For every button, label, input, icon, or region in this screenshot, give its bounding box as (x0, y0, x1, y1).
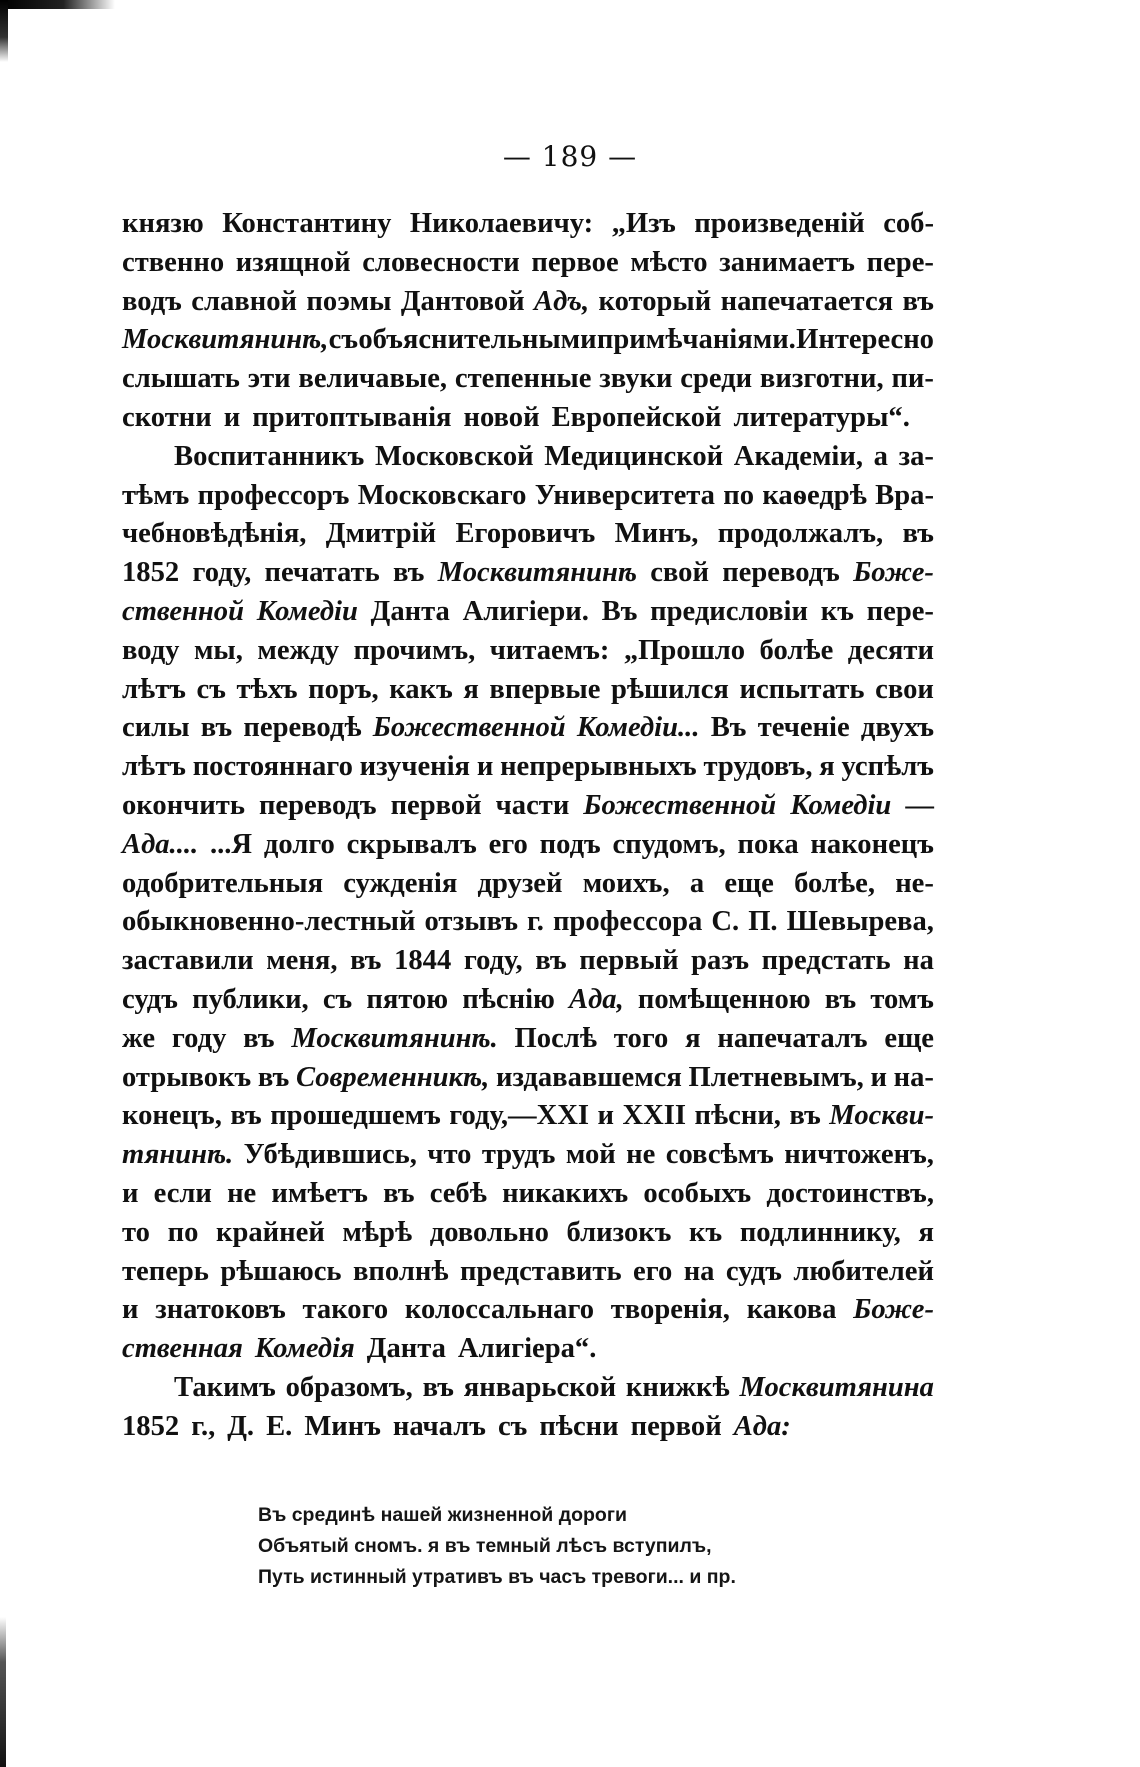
text-line (122, 477, 934, 516)
word: въ (789, 1100, 821, 1132)
text-line (122, 283, 934, 322)
word: который (598, 285, 712, 317)
word: съ (196, 673, 226, 705)
word: Такимъ (174, 1371, 276, 1403)
word: переводъ (258, 789, 377, 821)
word: въ (230, 1100, 262, 1132)
word: какъ (389, 673, 453, 705)
word: разъ (691, 945, 750, 977)
word: славной (191, 285, 297, 317)
word: Въ (601, 595, 638, 627)
word: трудъ (481, 1139, 556, 1171)
word: изученія (359, 751, 471, 783)
word: Москви- (829, 1100, 934, 1132)
body-text (122, 205, 934, 1447)
word: профессоръ (197, 479, 350, 511)
word: объяснительными (358, 324, 597, 356)
word: первое (531, 246, 619, 278)
word: Москвитянинѣ (437, 557, 637, 589)
text-line (122, 632, 934, 671)
word: первой (390, 789, 482, 821)
word: Московскаго (357, 479, 527, 511)
word: С. (711, 906, 740, 938)
word: Плетневымъ, (688, 1061, 864, 1093)
word: въ (243, 1022, 275, 1054)
word: между (257, 634, 340, 666)
word: слышать (122, 363, 240, 395)
word: звуки (599, 363, 673, 395)
word: никакихъ (502, 1177, 629, 1209)
poem-line: Въ срединѣ нашей жизненной дороги (258, 1504, 627, 1526)
word: скрывалъ (346, 828, 477, 860)
text-line (122, 399, 934, 438)
word: судъ (725, 1255, 782, 1287)
word: десяти (847, 634, 934, 666)
text-line (122, 903, 934, 942)
word: Боже- (853, 557, 934, 589)
word: Минъ (304, 1410, 381, 1442)
word: мѣсто (630, 246, 708, 278)
word: ственная (122, 1333, 243, 1365)
word: Шевырева, (786, 906, 934, 938)
poem-line: Объятый сномъ. я въ темный лѣсъ вступилъ, (258, 1535, 712, 1557)
word: обыкновенно-лестный (122, 906, 416, 938)
word: Послѣ (514, 1022, 597, 1054)
word: съ (497, 1410, 528, 1442)
word: Университета (534, 479, 715, 511)
word: Ада, (569, 983, 624, 1015)
word: изящной (235, 246, 351, 278)
word: Интересно (796, 324, 934, 356)
word: Комедіи (256, 595, 358, 627)
word: первой (630, 1410, 722, 1442)
word: литературы“. (733, 401, 910, 433)
word: и (476, 751, 494, 783)
word: особыхъ (643, 1177, 752, 1209)
text-line (122, 1136, 934, 1175)
word: 1844 (394, 945, 452, 977)
word: предстать (761, 945, 891, 977)
word: словесности (362, 246, 520, 278)
word: пѣсни (539, 1410, 619, 1442)
word: пи- (891, 363, 934, 395)
word: Константину (222, 208, 392, 239)
word: близокъ (566, 1216, 672, 1248)
word: январьской (463, 1371, 617, 1403)
word: Ада.... (122, 828, 199, 860)
text-line (122, 244, 934, 283)
text-line (122, 1214, 934, 1253)
word: съ (328, 324, 359, 356)
word: напечаталъ (717, 1022, 868, 1054)
word: меня, (266, 945, 338, 977)
word: знатоковъ (155, 1294, 286, 1326)
text-line (122, 1369, 934, 1408)
word: я (819, 751, 835, 783)
word: занимаетъ (719, 246, 855, 278)
word: Адъ, (534, 285, 590, 317)
text-line (122, 1291, 934, 1330)
word: пока (737, 828, 799, 860)
word: мы, (193, 634, 243, 666)
word: въ (393, 557, 425, 589)
word: Убѣдившись, (243, 1139, 417, 1171)
word: печатать (264, 557, 380, 589)
text-line (122, 1097, 934, 1136)
word: успѣлъ (841, 751, 934, 783)
word: водъ (122, 285, 182, 317)
word: къ (689, 1216, 723, 1248)
word: среди (680, 363, 753, 395)
word: Минъ, (614, 518, 699, 550)
word: постояннаго (192, 751, 353, 783)
word: не (227, 1177, 257, 1209)
word: воду (122, 634, 180, 666)
text-line (122, 942, 934, 981)
word: читаемъ: (489, 634, 610, 666)
word: — (905, 789, 934, 821)
word: Егоровичъ (455, 518, 596, 550)
paragraph (122, 205, 934, 438)
word: Боже- (853, 1294, 934, 1326)
text-line (122, 1175, 934, 1214)
word: если (153, 1177, 212, 1209)
word: въ (350, 945, 382, 977)
word: Въ (710, 712, 747, 744)
word: непрерывныхъ (500, 751, 697, 783)
word: книжкѣ (625, 1371, 730, 1403)
word: теперь (122, 1255, 209, 1287)
word: образомъ, (285, 1371, 413, 1403)
word: не- (895, 867, 934, 899)
word: по (723, 479, 755, 511)
word: въ (902, 285, 934, 317)
word: въ (824, 983, 857, 1015)
word: Алигіера“. (457, 1333, 597, 1365)
word: томъ (870, 983, 934, 1015)
page-number: — 189 — (502, 140, 638, 173)
word: помѣщенною (637, 983, 811, 1015)
word: тянинѣ. (122, 1139, 234, 1171)
word: части (495, 789, 570, 821)
word: какова (746, 1294, 837, 1326)
word: я (685, 1022, 701, 1054)
word: году (171, 1022, 227, 1054)
paragraph (122, 1369, 934, 1447)
text-line (122, 205, 934, 244)
word: Вра- (875, 479, 934, 511)
word: Академіи, (733, 440, 863, 472)
word: поэмы (306, 285, 392, 317)
word: Данта (370, 595, 450, 627)
word: примѣчаніями. (596, 324, 796, 356)
text-line (122, 515, 934, 554)
word: Данта (366, 1333, 446, 1365)
word: на (683, 1255, 715, 1287)
word: князю (122, 208, 204, 239)
poem-quote (258, 1500, 736, 1593)
word: издававшемся (495, 1061, 682, 1093)
word: его (488, 828, 528, 860)
word: съ (322, 983, 353, 1015)
word: ственно (122, 246, 225, 278)
word: и (122, 1294, 139, 1326)
word: началъ (392, 1410, 486, 1442)
word: и (597, 1100, 615, 1132)
text-line (122, 1059, 934, 1098)
word: году, (463, 945, 523, 977)
word: эти (247, 363, 291, 395)
word: довольно (429, 1216, 549, 1248)
word: Москвитянинѣ. (291, 1022, 498, 1054)
poem-line: Путь истинный утративъ въ часъ тревоги... и пр. (258, 1566, 736, 1588)
word: представить (459, 1255, 622, 1287)
word: каѳедрѣ (762, 479, 867, 511)
text-line (122, 748, 934, 787)
word: Современникѣ, (296, 1061, 490, 1093)
word: я (918, 1216, 934, 1248)
word: 1852 (122, 557, 180, 589)
word: отрывокъ (122, 1061, 252, 1093)
word: за- (898, 440, 934, 472)
word: г., (191, 1410, 216, 1442)
word: „Изъ (611, 208, 676, 239)
text-line (122, 554, 934, 593)
word: пѣсни, (694, 1100, 781, 1132)
word: на (903, 945, 934, 977)
word: окончить (122, 789, 245, 821)
word: степенные (454, 363, 592, 395)
word: продолжалъ, (717, 518, 884, 550)
word: сужденія (343, 867, 458, 899)
word: ...Я (209, 828, 253, 860)
word: скотни (122, 401, 212, 433)
word: мѣрѣ (342, 1216, 413, 1248)
word: пѣснію (462, 983, 555, 1015)
text-line (122, 826, 934, 865)
word: такого (302, 1294, 389, 1326)
word: визготни, (759, 363, 884, 395)
word: лѣтъ (122, 673, 186, 705)
word: болѣе, (794, 867, 875, 899)
word: Д. (227, 1410, 255, 1442)
word: свой (650, 557, 709, 589)
word: конецъ, (122, 1100, 222, 1132)
word: испытать (739, 673, 865, 705)
text-line (122, 360, 934, 399)
word: въ (422, 1371, 454, 1403)
word: еще (884, 1022, 934, 1054)
word: произведеній (694, 208, 865, 239)
word: себѣ (429, 1177, 487, 1209)
word: я (463, 673, 479, 705)
word: подъ (539, 828, 601, 860)
word: пере- (866, 246, 934, 278)
word: лѣтъ (122, 751, 186, 783)
word: и (223, 401, 241, 433)
word: долго (263, 828, 335, 860)
word: подлиннику, (739, 1216, 901, 1248)
word: что (427, 1139, 472, 1171)
word: XXII (622, 1100, 687, 1132)
text-line (122, 1330, 934, 1369)
word: же (122, 1022, 156, 1054)
word: его (633, 1255, 673, 1287)
word: совсѣмъ (665, 1139, 774, 1171)
word: профессора (552, 906, 703, 938)
word: г. (527, 906, 544, 938)
word: и (870, 1061, 887, 1093)
word: предисловіи (650, 595, 808, 627)
word: рѣшился (610, 673, 729, 705)
word: спудомъ, (612, 828, 726, 860)
word: 1852 (122, 1410, 180, 1442)
text-line (122, 321, 934, 360)
word: Дантовой (400, 285, 525, 317)
word: въ (535, 945, 567, 977)
word: году,—XXI (449, 1100, 590, 1132)
word: достоинствъ, (766, 1177, 934, 1209)
word: соб- (883, 208, 934, 239)
word: тѣхъ (236, 673, 298, 705)
word: прочимъ, (353, 634, 476, 666)
word: друзей (477, 867, 563, 899)
word: Воспитанникъ (174, 440, 365, 472)
text-line (122, 671, 934, 710)
word: творенія, (610, 1294, 730, 1326)
word: Божественной (583, 789, 777, 821)
word: на- (893, 1061, 934, 1093)
word: теченіе (757, 712, 850, 744)
word: Николаевичу: (409, 208, 594, 239)
text-line (122, 1253, 934, 1292)
word: Божественной (372, 712, 566, 744)
word: Европейской (551, 401, 722, 433)
text-line (122, 709, 934, 748)
text-line (122, 865, 934, 904)
word: Алигіери. (462, 595, 589, 627)
word: колоссальнаго (404, 1294, 595, 1326)
word: наконецъ (810, 828, 934, 860)
word: публики, (192, 983, 309, 1015)
word: одобрительныя (122, 867, 324, 899)
word: поръ, (308, 673, 379, 705)
word: судъ (122, 983, 178, 1015)
word: двухъ (860, 712, 934, 744)
word: имѣетъ (271, 1177, 368, 1209)
word: напечатается (720, 285, 894, 317)
word: Московской (374, 440, 534, 472)
word: еще (724, 867, 774, 899)
text-line (122, 981, 934, 1020)
scan-left-edge (0, 1617, 6, 1767)
word: къ (820, 595, 854, 627)
word: Медицинской (544, 440, 724, 472)
word: Комедія (254, 1333, 355, 1365)
word: притоптыванія (252, 401, 452, 433)
word: пятою (366, 983, 449, 1015)
word: въ (902, 518, 934, 550)
word: переводѣ (243, 712, 362, 744)
word: крайней (216, 1216, 325, 1248)
word: году, (192, 557, 252, 589)
word: переводъ (722, 557, 840, 589)
word: первый (579, 945, 679, 977)
word: а (873, 440, 888, 472)
word: „Прошло (623, 634, 746, 666)
word: силы (122, 712, 190, 744)
word: а (689, 867, 705, 899)
word: Комедіи (790, 789, 892, 821)
word: ственной (122, 595, 244, 627)
word: въ (200, 712, 233, 744)
word: то (122, 1216, 150, 1248)
word: тѣмъ (122, 479, 190, 511)
word: не (626, 1139, 656, 1171)
text-line (122, 1020, 934, 1059)
word: ничтоженъ, (784, 1139, 934, 1171)
word: въ (383, 1177, 415, 1209)
word: мой (565, 1139, 616, 1171)
word: Дмитрій (325, 518, 437, 550)
word: трудовъ, (703, 751, 813, 783)
word: П. (748, 906, 778, 938)
word: свои (875, 673, 934, 705)
word: по (167, 1216, 199, 1248)
word: въ (257, 1061, 290, 1093)
paragraph (122, 438, 934, 1369)
word: Москвитянинѣ, (122, 324, 329, 356)
word: Е. (266, 1410, 293, 1442)
word: пере- (866, 595, 934, 627)
word: вполнѣ (352, 1255, 449, 1287)
word: новой (463, 401, 540, 433)
text-line (122, 1408, 934, 1447)
word: прошедшемъ (270, 1100, 441, 1132)
word: заставили (122, 945, 254, 977)
word: Комедіи... (576, 712, 700, 744)
word: моихъ, (582, 867, 670, 899)
word: отзывъ (424, 906, 518, 938)
word: и (122, 1177, 139, 1209)
word: того (613, 1022, 669, 1054)
word: впервые (489, 673, 601, 705)
scan-corner-mark (0, 0, 120, 70)
word: болѣе (759, 634, 834, 666)
word: Москвитянина (739, 1371, 934, 1403)
word: Ада: (733, 1410, 791, 1442)
text-line (122, 593, 934, 632)
text-line (122, 438, 934, 477)
word: величавые, (298, 363, 448, 395)
word: рѣшаюсь (220, 1255, 342, 1287)
word: любителей (793, 1255, 934, 1287)
text-line (122, 787, 934, 826)
word: чебновѣдѣнія, (122, 518, 307, 550)
